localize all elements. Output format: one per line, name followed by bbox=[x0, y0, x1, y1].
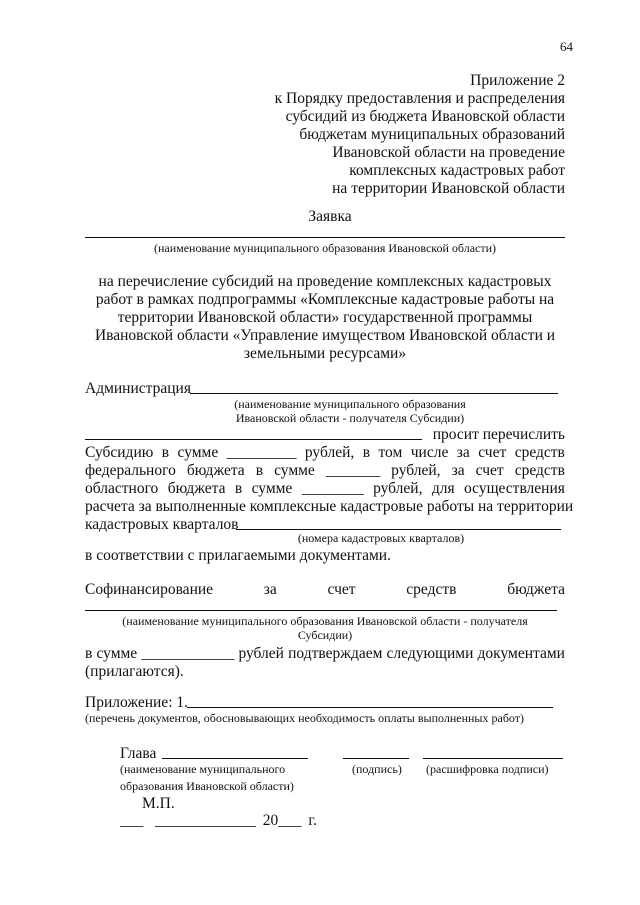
appendix-line: к Порядку предоставления и распределения bbox=[274, 90, 565, 107]
word: счет bbox=[478, 444, 507, 461]
word: Софинансирование bbox=[85, 581, 214, 598]
word: документами bbox=[477, 645, 565, 662]
documents-reference: в соответствии с прилагаемыми документами. bbox=[85, 547, 391, 564]
purpose-line: Ивановской области «Управление имуществом Ивановской области и bbox=[94, 327, 556, 344]
word: следующими bbox=[386, 645, 474, 662]
word: счет bbox=[475, 462, 504, 479]
admin-label: Администрация bbox=[85, 380, 191, 397]
word: за bbox=[263, 581, 277, 598]
request-line-3 bbox=[85, 462, 565, 479]
cofinancing-end: (прилагаются). bbox=[85, 663, 184, 680]
head-caption-line: образования Ивановской области) bbox=[120, 779, 294, 793]
attachment-line bbox=[187, 707, 553, 708]
word: федерального bbox=[85, 462, 176, 479]
municipality-name-line bbox=[85, 237, 565, 238]
signature-decode-caption: (расшифровка подписи) bbox=[426, 762, 549, 776]
attachment-caption: (перечень документов, обосновывающих необходимость оплаты выполненных работ) bbox=[85, 711, 525, 725]
word: сумме bbox=[96, 645, 138, 662]
word: рублей, bbox=[304, 444, 355, 461]
admin-name-continuation-line bbox=[340, 439, 422, 440]
word: средств bbox=[406, 581, 457, 598]
word: рублей, bbox=[391, 462, 441, 479]
word: подтверждаем bbox=[288, 645, 383, 662]
word: областного bbox=[85, 480, 159, 497]
word: в bbox=[362, 444, 371, 461]
cadastral-quarters-caption: (номера кадастровых кварталов) bbox=[297, 531, 465, 545]
purpose-line: земельными ресурсами» bbox=[243, 345, 407, 362]
appendix-line: субсидий из бюджета Ивановской области bbox=[285, 108, 565, 125]
federal-amount-blank: _______ bbox=[325, 462, 381, 479]
cofinancing-sum-line bbox=[85, 645, 565, 662]
word: осуществления bbox=[464, 480, 565, 497]
subsidy-amount-blank: _________ bbox=[226, 444, 297, 461]
request-line-4 bbox=[85, 480, 565, 497]
purpose-line: на перечисление субсидий на проведение комплексных кадастровых bbox=[98, 273, 552, 290]
word: бюджета bbox=[507, 581, 565, 598]
admin-caption-line: Ивановской области - получателя Субсидии) bbox=[235, 411, 465, 425]
word: бюджета bbox=[167, 480, 226, 497]
word: в bbox=[255, 462, 264, 479]
page-number: 64 bbox=[560, 39, 573, 54]
cadastral-quarters-label: кадастровых кварталов bbox=[85, 516, 239, 533]
purpose-line: работ в рамках подпрограммы «Комплексные кадастровые работы на bbox=[95, 291, 555, 308]
date-day-blank: ___ bbox=[120, 812, 144, 829]
signature-decode-line bbox=[423, 758, 563, 759]
cadastral-quarters-line bbox=[236, 529, 561, 530]
word: бюджета bbox=[186, 462, 245, 479]
admin-caption-line: (наименование муниципального образования bbox=[234, 397, 466, 411]
head-caption-line: (наименование муниципального bbox=[120, 762, 286, 776]
date-year: 20___ bbox=[262, 812, 302, 829]
head-name-line bbox=[162, 758, 308, 759]
word: средств bbox=[514, 444, 565, 461]
date-month-blank: _____________ bbox=[155, 812, 256, 829]
appendix-line: на территории Ивановской области bbox=[332, 180, 565, 197]
word: том bbox=[378, 444, 403, 461]
admin-name-continuation-line bbox=[85, 439, 340, 440]
purpose-line: территории Ивановской области» государственной программы bbox=[117, 309, 533, 326]
attachment-label: Приложение: 1. bbox=[85, 694, 188, 711]
cofinancing-name-line bbox=[85, 610, 557, 611]
municipality-name-caption: (наименование муниципального образования Ивановской области) bbox=[153, 241, 497, 255]
date-line bbox=[120, 812, 317, 829]
stamp-place: М.П. bbox=[142, 795, 175, 812]
date-year-suffix: г. bbox=[308, 812, 317, 829]
signature-line bbox=[343, 758, 409, 759]
word: сумме bbox=[177, 444, 219, 461]
word: рублей bbox=[238, 645, 284, 662]
cofinancing-amount-blank: ____________ bbox=[141, 645, 235, 662]
regional-amount-blank: ________ bbox=[301, 480, 364, 497]
request-line-end: просит перечислить bbox=[432, 426, 565, 443]
cofinancing-line bbox=[85, 581, 565, 598]
word: за bbox=[451, 462, 465, 479]
request-line-5: расчета за выполненные комплексные кадастровые работы на территории bbox=[85, 498, 574, 515]
word: сумме bbox=[251, 480, 293, 497]
appendix-line: бюджетам муниципальных образований bbox=[299, 126, 565, 143]
word: рублей, bbox=[373, 480, 423, 497]
head-label: Глава bbox=[120, 745, 157, 762]
word: средств bbox=[514, 462, 565, 479]
word: Субсидию bbox=[85, 444, 154, 461]
word: для bbox=[431, 480, 455, 497]
word: в bbox=[85, 645, 93, 662]
word: в bbox=[161, 444, 170, 461]
request-line-2 bbox=[85, 444, 565, 461]
word: числе bbox=[410, 444, 449, 461]
appendix-title: Приложение 2 bbox=[470, 72, 565, 89]
word: за bbox=[456, 444, 470, 461]
appendix-line: комплексных кадастровых работ bbox=[349, 162, 565, 179]
document-title: Заявка bbox=[308, 208, 352, 225]
word: счет bbox=[327, 581, 356, 598]
signature-caption: (подпись) bbox=[352, 762, 402, 776]
admin-name-line bbox=[190, 393, 558, 394]
cofinancing-caption-line: (наименование муниципального образования Ивановской области - получателя bbox=[122, 614, 528, 628]
appendix-line: Ивановской области на проведение bbox=[332, 144, 565, 161]
cofinancing-caption-line: Субсидии) bbox=[297, 628, 353, 642]
word: сумме bbox=[274, 462, 315, 479]
word: в bbox=[234, 480, 243, 497]
